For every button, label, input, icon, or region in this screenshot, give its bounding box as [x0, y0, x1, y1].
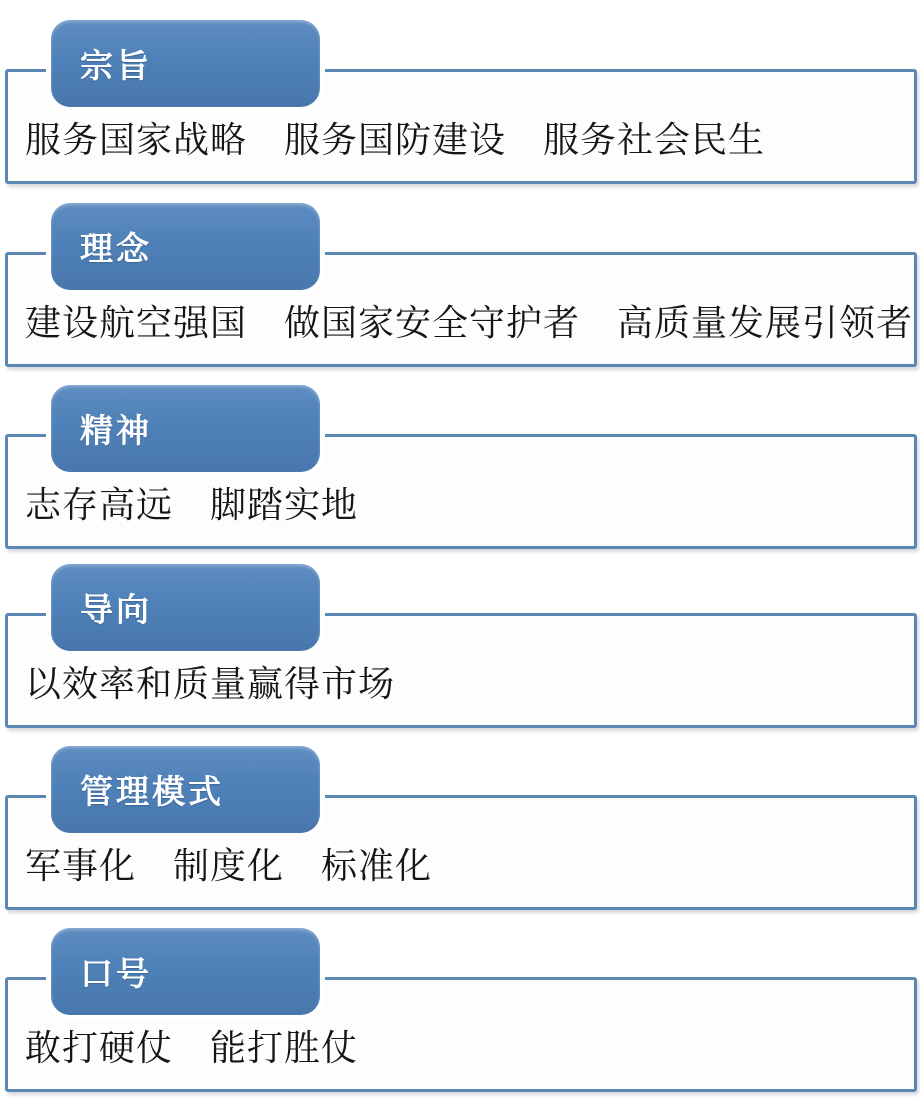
section-content-slogan: 敢打硬仗 能打胜仗 — [25, 1028, 359, 1068]
section-content-purpose: 服务国家战略 服务国防建设 服务社会民生 — [25, 120, 766, 160]
section-tab-slogan — [51, 928, 320, 1015]
section-tab-label-purpose: 宗旨 — [80, 49, 152, 85]
section-purpose — [0, 20, 920, 202]
section-tab-label-philosophy: 理念 — [80, 232, 152, 268]
section-tab-spirit — [51, 385, 320, 472]
section-content-spirit: 志存高远 脚踏实地 — [25, 485, 359, 525]
section-content-philosophy: 建设航空强国 做国家安全守护者 高质量发展引领者 — [25, 303, 914, 343]
section-tab-management-model — [51, 746, 320, 833]
section-content-management-model: 军事化 制度化 标准化 — [25, 846, 433, 886]
section-tab-label-management-model: 管理模式 — [80, 775, 224, 811]
section-tab-label-slogan: 口号 — [80, 957, 152, 993]
section-spirit — [0, 385, 920, 567]
section-content-orientation: 以效率和质量赢得市场 — [25, 664, 396, 704]
section-tab-philosophy — [51, 203, 320, 290]
section-philosophy — [0, 203, 920, 385]
section-tab-purpose — [51, 20, 320, 107]
section-tab-label-orientation: 导向 — [80, 593, 152, 629]
section-management-model — [0, 746, 920, 928]
section-orientation — [0, 564, 920, 746]
section-slogan — [0, 928, 920, 1110]
section-tab-label-spirit: 精神 — [80, 414, 152, 450]
section-tab-orientation — [51, 564, 320, 651]
